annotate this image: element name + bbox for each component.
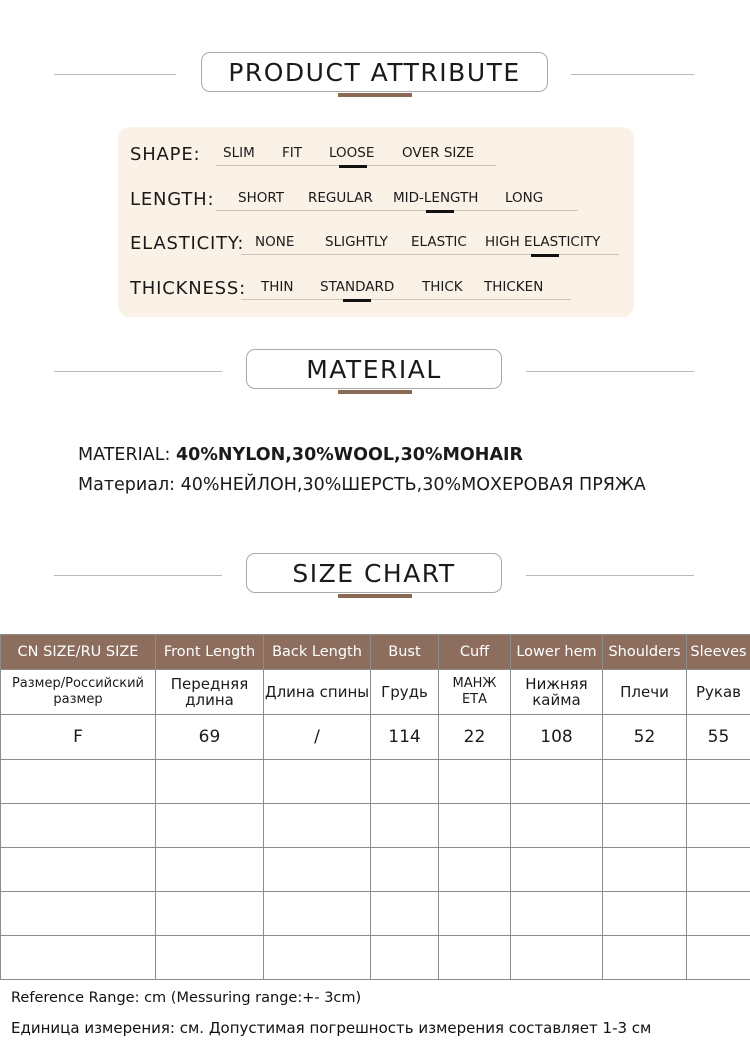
attribute-baseline [216,210,578,211]
attribute-option: FIT [282,145,302,161]
divider-left [54,371,222,372]
attribute-option: OVER SIZE [402,145,475,161]
attribute-row-thickness [118,274,634,304]
attribute-option: THICKEN [484,279,544,295]
attribute-option: THICK [422,279,463,295]
divider-right [526,371,694,372]
section-title-pill [246,553,502,593]
section-title-pill [201,52,548,92]
attribute-option: SLIM [223,145,255,161]
header-cell: Bust [371,635,439,670]
attribute-option-selected: MID-LENGTH [393,190,479,206]
size-chart-table [0,634,750,980]
section-title-pill [246,349,502,389]
ru-header-cell: МАНЖ ЕТА [439,670,511,715]
section-title-text: PRODUCT ATTRIBUTE [228,57,521,87]
header-cell: Sleeves [687,635,750,670]
header-cell: CN SIZE/RU SIZE [1,635,156,670]
attribute-option-selected: LOOSE [329,145,375,161]
attribute-panel [118,127,634,317]
table-row-empty [1,760,750,804]
selected-marker [531,254,559,257]
divider-right [571,74,694,75]
attribute-option: LONG [505,190,544,206]
header-cell: Lower hem [511,635,603,670]
ru-header-cell: Длина спины [264,670,371,715]
table-row [1,715,750,760]
section-title-text: MATERIAL [306,354,442,384]
table-cell: 22 [439,715,511,760]
attribute-label: SHAPE: [130,144,201,165]
attribute-option-selected: HIGH ELASTICITY [485,234,601,250]
table-row-empty [1,848,750,892]
attribute-option: NONE [255,234,295,250]
attribute-label: LENGTH: [130,189,215,210]
ru-header-cell: Передняя длина [156,670,264,715]
attribute-label: THICKNESS: [130,278,246,299]
divider-right [526,575,694,576]
attribute-baseline [241,254,619,255]
ru-header-cell: Нижняя кайма [511,670,603,715]
attribute-row-shape [118,140,634,170]
ru-header-cell: Рукав [687,670,750,715]
attribute-option: SHORT [238,190,284,206]
reference-note-en: Reference Range: cm (Messuring range:+- 3cm) [11,990,362,1006]
selected-marker [339,165,367,168]
table-header-row [1,635,750,670]
table-row-empty [1,936,750,980]
attribute-option: SLIGHTLY [325,234,388,250]
attribute-label: ELASTICITY: [130,233,245,254]
selected-marker [343,299,371,302]
divider-left [54,74,176,75]
table-row-empty [1,804,750,848]
table-cell: 52 [603,715,687,760]
table-cell: 114 [371,715,439,760]
attribute-baseline [241,299,571,300]
material-heading [0,349,750,395]
reference-note-ru: Единица измерения: см. Допустимая погрешность измерения составляет 1-3 см [11,1019,652,1037]
size-chart-heading [0,553,750,599]
ru-header-cell: Грудь [371,670,439,715]
divider-left [54,575,222,576]
attribute-option: THIN [261,279,294,295]
title-accent [338,93,412,97]
attribute-option: REGULAR [308,190,373,206]
attribute-row-length [118,185,634,215]
material-ru-value: 40%НЕЙЛОН,30%ШЕРСТЬ,30%МОХЕРОВАЯ ПРЯЖА [180,475,646,495]
header-cell: Back Length [264,635,371,670]
material-ru-label: Материал: [78,475,176,495]
table-cell: 69 [156,715,264,760]
table-cell: / [264,715,371,760]
table-cell: F [1,715,156,760]
selected-marker [426,210,454,213]
attribute-row-elasticity [118,229,634,259]
material-en [78,445,523,465]
table-row-empty [1,892,750,936]
ru-header-cell: Плечи [603,670,687,715]
table-cell: 108 [511,715,603,760]
section-title-text: SIZE CHART [292,558,456,588]
attribute-option-selected: STANDARD [320,279,395,295]
attribute-option: ELASTIC [411,234,467,250]
material-en-label: MATERIAL: [78,445,171,465]
header-cell: Cuff [439,635,511,670]
table-cell: 55 [687,715,750,760]
header-cell: Front Length [156,635,264,670]
product-attribute-heading [0,52,750,98]
title-accent [338,390,412,394]
material-en-value: 40%NYLON,30%WOOL,30%MOHAIR [175,445,523,465]
table-ru-header-row [1,670,750,715]
ru-header-cell: Размер/Российский размер [1,670,156,715]
material-ru [78,475,646,495]
title-accent [338,594,412,598]
header-cell: Shoulders [603,635,687,670]
